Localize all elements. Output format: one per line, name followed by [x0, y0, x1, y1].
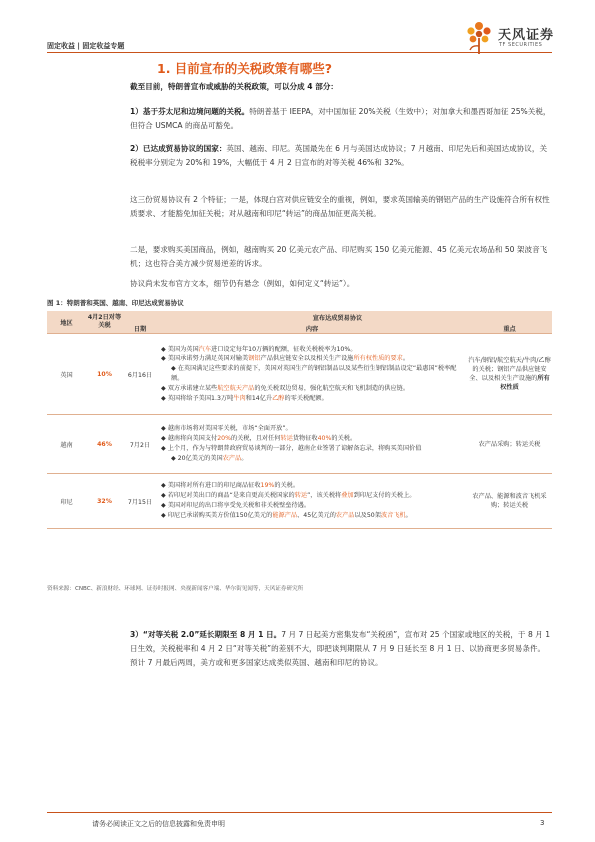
list-item: ◆ 美国承诺努力满足英国对输美钢铝产品供应链安全以及相关生产设施所有权性质的要求。 — [161, 354, 467, 364]
header-region: 地区 — [47, 311, 86, 334]
paragraph-heading: 3）“对等关税 2.0”延长期限至 8 月 1 日。 — [130, 630, 282, 639]
footer-divider — [47, 812, 552, 813]
cell-date: 6月16日 — [123, 334, 157, 415]
cell-key: 农产品、能源和波音飞机采购；转运关税 — [467, 474, 552, 529]
intro-text: 截至目前，特朗普宣布或威胁的关税政策，可以分成 4 部分： — [130, 82, 339, 91]
page-number: 3 — [540, 819, 545, 827]
list-item-continuation: ◆ 在英国满足这些要求的前提下，美国对英国生产的钢铝制品以及某些衍生钢铝制品设定“最惠国”税率配额。 — [161, 364, 467, 384]
header-date: 日期 — [123, 323, 157, 334]
header-rate: 4月2日对等关税 — [86, 311, 123, 334]
figure-title: 图 1：特朗普和英国、越南、印尼达成贸易协议 — [47, 299, 184, 307]
list-item: ◆ 上个月，作为与特朗普政府贸易谈判的一部分，越南企业签署了谅解备忘录，将购买美国价值 — [161, 444, 467, 454]
paragraph-features: 这三份贸易协议有 2 个特征；一是，体现白宫对供应链安全的重视，例如，要求英国输美的钢铝产品的生产设施符合所有权性质要求、才能豁免加征关税；对从越南和印尼“转运”的商品加征更高关税。 — [130, 195, 550, 218]
paragraph-fentanyl — [130, 105, 552, 133]
list-item: ◆ 越南市场将对美国零关税，市场“全面开放”。 — [161, 424, 467, 434]
paragraph-purchases: 二是，要求购买美国商品，例如，越南购买 20 亿美元农产品、印尼购买 150 亿美元能源、45 亿美元农场品和 50 架波音飞机；这也符合美方减少贸易逆差的诉求。 — [130, 245, 548, 268]
logo-text-cn: 天风证券 — [498, 28, 555, 43]
section-title: 1. 目前宣布的关税政策有哪些? — [157, 61, 333, 76]
paragraph-heading: 2）已达成贸易协议的国家： — [130, 144, 227, 153]
list-item-continuation: ◆ 20亿美元的美国农产品。 — [161, 454, 467, 464]
paragraph-trade-deals — [130, 142, 552, 170]
cell-region: 越南 — [47, 415, 86, 474]
cell-date: 7月2日 — [123, 415, 157, 474]
header-group: 宣布达成贸易协议 — [123, 311, 552, 323]
cell-content — [157, 415, 467, 474]
header-content: 内容 — [157, 323, 467, 334]
header-divider — [47, 52, 552, 53]
list-item: ◆ 双方承诺建立某些航空航天产品的免关税双边贸易，强化航空航天和飞机制造的供应链。 — [161, 384, 467, 394]
cell-key: 汽车/钢铝/航空航天/牛肉/乙醇的关税；钢铝产品供应链安全、以及相关生产设施的所有权性质 — [467, 334, 552, 415]
footer-disclaimer: 请务必阅读正文之后的信息披露和免责申明 — [92, 820, 225, 828]
paragraph-reciprocal-tariff — [130, 628, 552, 670]
list-item: ◆ 印尼已承诺购买美方价值150亿美元的能源产品、45亿美元的农产品以及50架波音飞机。 — [161, 511, 467, 521]
cell-region: 印尼 — [47, 474, 86, 529]
list-item: ◆ 美国为英国汽车进口设定每年10万辆的配额，征收关税税率为10%。 — [161, 345, 467, 355]
paragraph-body: 7 月 7 日起美方密集发布“关税函”，宣布对 25 个国家或地区的关税，于 8 月 1 日生效，关税税率和 4 月 2 日“对等关税”的差别不大，即把谈判期限从 7 月 9 日延长至 8 月 1 日、以协商更多贸易条件。预计 7 月最后两周，美方或和更多国家达成类似英国、越南和印尼的协议。 — [130, 630, 551, 667]
company-logo — [462, 20, 562, 56]
list-item: ◆ 若印尼对美出口的商品“是来自更高关税国家的转运”，该关税将叠加到印尼支付的关税上。 — [161, 491, 467, 501]
cell-date: 7月15日 — [123, 474, 157, 529]
flower-logo-icon — [462, 20, 496, 56]
cell-rate: 32% — [86, 474, 123, 529]
cell-content — [157, 334, 467, 415]
paragraph-note: 协议尚未发布官方文本，细节仍有悬念（例如，如何定义“转运”）。 — [130, 279, 355, 288]
cell-key: 农产品采购；转运关税 — [467, 415, 552, 474]
logo-text-en: TF SECURITIES — [499, 42, 543, 48]
table-row — [47, 334, 552, 415]
paragraph-body: 英国、越南、印尼。英国最先在 6 月与美国达成协议；7 月越南、印尼先后和美国达成协议，关税税率分别定为 20%和 19%，大幅低于 4 月 2 日宣布的对等关税 46%和 32%。 — [130, 144, 548, 167]
list-item: ◆ 越南将向美国支付20%的关税，且对任何转运货物征收40%的关税。 — [161, 434, 467, 444]
table-row — [47, 415, 552, 474]
header-breadcrumb: 固定收益 | 固定收益专题 — [47, 42, 125, 50]
header-key: 重点 — [467, 323, 552, 334]
cell-region: 英国 — [47, 334, 86, 415]
paragraph-intro — [130, 80, 552, 94]
list-item: ◆ 美国将对所有进口的印尼商品征收19%的关税。 — [161, 481, 467, 491]
paragraph-body: 特朗普基于 IEEPA，对中国加征 20%关税（生效中）；对加拿大和墨西哥加征 25%关税，但符合 USMCA 的商品可豁免。 — [130, 107, 551, 130]
list-item: ◆ 英国将给予美国1.3万吨牛肉和14亿升乙醇的零关税配额。 — [161, 394, 467, 404]
cell-rate: 10% — [86, 334, 123, 415]
source-note: 资料来源：CNBC、新浪财经、环球网、证券时报网、央视新闻客户端、华尔街见闻等，天风证券研究所 — [47, 586, 304, 592]
trade-agreements-table — [47, 311, 552, 529]
table-row — [47, 474, 552, 529]
list-item: ◆ 美国对印尼的出口将享受免关税和非关税壁垒待遇。 — [161, 501, 467, 511]
cell-content — [157, 474, 467, 529]
paragraph-heading: 1）基于芬太尼和边境问题的关税。 — [130, 107, 250, 116]
cell-rate: 46% — [86, 415, 123, 474]
